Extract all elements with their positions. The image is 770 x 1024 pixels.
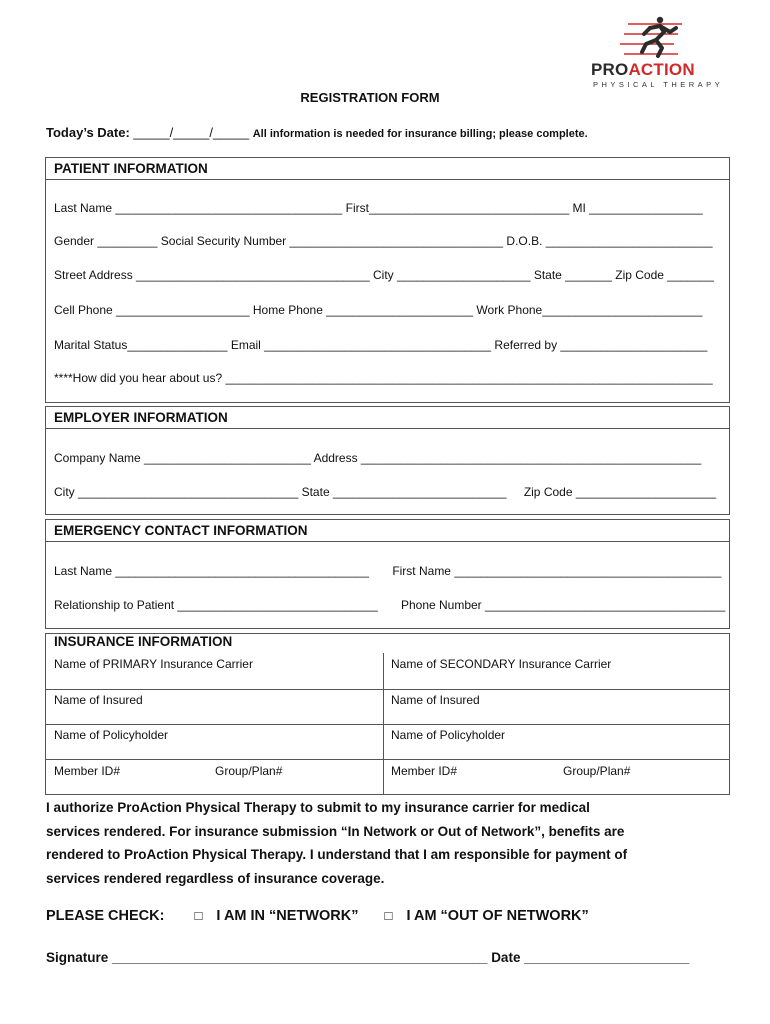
brand-logo-text: [591, 60, 695, 80]
brand-pro: PRO: [591, 60, 629, 79]
authorization-line: rendered to ProAction Physical Therapy. I understand that I am responsible for payment of: [46, 847, 628, 862]
secondary-member-id-field[interactable]: Member ID#: [391, 764, 458, 778]
secondary-policyholder-field[interactable]: Name of Policyholder: [391, 728, 506, 742]
secondary-insured-field[interactable]: Name of Insured: [391, 693, 480, 707]
employer-state-field[interactable]: State __________________________: [301, 485, 507, 499]
authorization-line: services rendered regardless of insurance coverage.: [46, 870, 385, 886]
work-phone-field[interactable]: Work Phone________________________: [476, 303, 703, 317]
in-network-label: I AM IN “NETWORK”: [216, 908, 359, 924]
last-name-field[interactable]: Last Name __________________________________: [54, 201, 343, 215]
emergency-phone-field[interactable]: Phone Number ____________________________________: [400, 598, 726, 612]
state-field[interactable]: State _______: [533, 268, 612, 282]
gender-field[interactable]: Gender _________: [54, 234, 158, 248]
street-address-field[interactable]: Street Address ___________________________________: [54, 268, 370, 282]
employer-location-row: [54, 485, 716, 499]
patient-name-row: [54, 201, 703, 215]
emergency-relation-row: [54, 598, 725, 612]
primary-member-id-field[interactable]: Member ID#: [54, 764, 121, 778]
employer-address-field[interactable]: Address ___________________________________________________: [313, 451, 702, 465]
todays-date-field[interactable]: _____/_____/_____: [133, 125, 250, 140]
please-check-label: PLEASE CHECK:: [46, 908, 165, 924]
insurance-information-section: [45, 633, 730, 795]
signature-row: [46, 950, 689, 965]
authorization-line: services rendered. For insurance submission “In Network or Out of Network”, benefits are: [46, 823, 625, 839]
primary-carrier-field[interactable]: Name of PRIMARY Insurance Carrier: [54, 657, 253, 671]
patient-contact-row: [54, 338, 707, 352]
how-did-you-hear-field[interactable]: ****How did you hear about us? _________________________________________________________________________: [54, 371, 713, 385]
out-of-network-label: I AM “OUT OF NETWORK”: [406, 908, 589, 924]
employer-city-field[interactable]: City _________________________________: [54, 485, 299, 499]
in-network-checkbox[interactable]: □: [194, 908, 203, 923]
emergency-name-row: [54, 564, 721, 578]
dob-field[interactable]: D.O.B. _________________________: [506, 234, 713, 248]
section-heading: INSURANCE INFORMATION: [54, 634, 233, 649]
employer-information-section: [45, 406, 730, 515]
home-phone-field[interactable]: Home Phone ______________________: [252, 303, 474, 317]
primary-insured-field[interactable]: Name of Insured: [54, 693, 143, 707]
employer-name-row: [54, 451, 701, 465]
todays-date-line: [46, 125, 588, 140]
signature-date-field[interactable]: Date ______________________: [491, 950, 690, 965]
todays-date-label: Today’s Date:: [46, 125, 130, 140]
secondary-carrier-field[interactable]: Name of SECONDARY Insurance Carrier: [391, 657, 612, 671]
relationship-field[interactable]: Relationship to Patient ______________________________: [54, 598, 378, 612]
row-divider: [46, 724, 729, 725]
emergency-contact-section: [45, 519, 730, 629]
patient-information-section: [45, 157, 730, 403]
primary-group-plan-field[interactable]: Group/Plan#: [215, 764, 283, 778]
authorization-line: I authorize ProAction Physical Therapy to submit to my insurance carrier for medical: [46, 800, 590, 815]
marital-status-field[interactable]: Marital Status_______________: [54, 338, 228, 352]
brand-tagline: PHYSICAL THERAPY: [593, 80, 724, 89]
employer-zip-field[interactable]: Zip Code _____________________: [523, 485, 716, 499]
company-name-field[interactable]: Company Name _________________________: [54, 451, 311, 465]
zip-code-field[interactable]: Zip Code _______: [615, 268, 714, 282]
row-divider: [46, 689, 729, 690]
middle-initial-field[interactable]: MI _________________: [572, 201, 703, 215]
insurance-note: All information is needed for insurance billing; please complete.: [252, 128, 588, 140]
emergency-last-name-field[interactable]: Last Name ______________________________________: [54, 564, 369, 578]
signature-field[interactable]: Signature __________________________________________________: [46, 950, 488, 965]
brand-action: ACTION: [628, 60, 695, 79]
patient-phone-row: [54, 303, 702, 317]
section-heading: EMPLOYER INFORMATION: [46, 407, 729, 429]
first-name-field[interactable]: First______________________________: [345, 201, 570, 215]
section-heading: EMERGENCY CONTACT INFORMATION: [46, 520, 729, 542]
referred-by-field[interactable]: Referred by ______________________: [494, 338, 708, 352]
section-heading: PATIENT INFORMATION: [46, 158, 729, 180]
ssn-field[interactable]: Social Security Number ________________________________: [160, 234, 504, 248]
patient-address-row: [54, 268, 714, 282]
city-field[interactable]: City ____________________: [372, 268, 531, 282]
patient-id-row: [54, 234, 713, 248]
secondary-group-plan-field[interactable]: Group/Plan#: [563, 764, 631, 778]
primary-policyholder-field[interactable]: Name of Policyholder: [54, 728, 169, 742]
authorization-statement: [46, 796, 746, 890]
emergency-first-name-field[interactable]: First Name ________________________________________: [392, 564, 722, 578]
cell-phone-field[interactable]: Cell Phone ____________________: [54, 303, 250, 317]
row-divider: [46, 759, 729, 760]
form-title: REGISTRATION FORM: [300, 90, 440, 105]
network-check-row: [46, 908, 589, 924]
out-of-network-checkbox[interactable]: □: [384, 908, 393, 923]
email-field[interactable]: Email __________________________________: [230, 338, 492, 352]
